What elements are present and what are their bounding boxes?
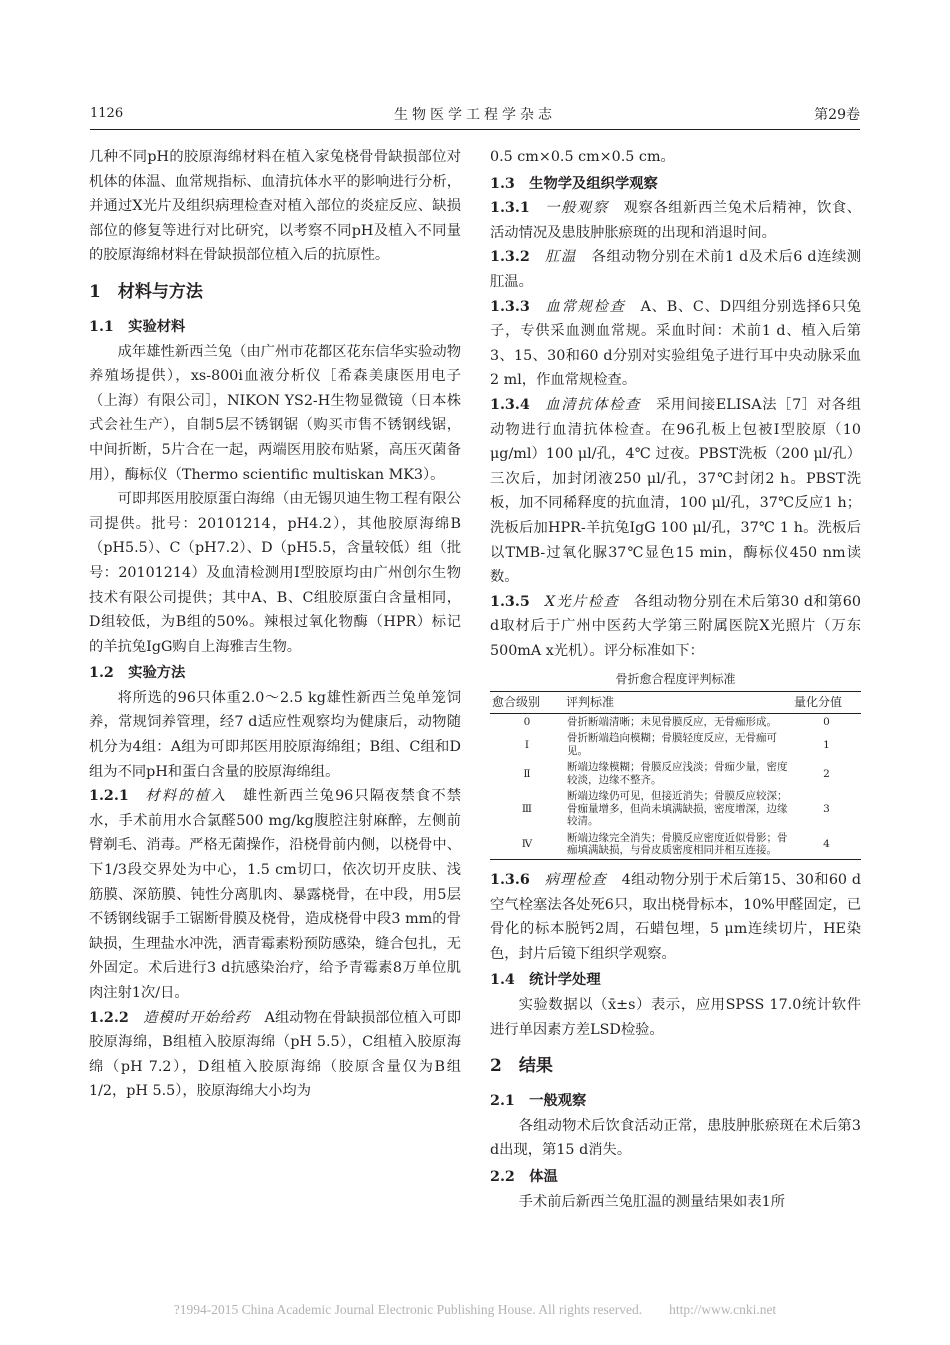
table-cell-criteria xyxy=(564,713,792,730)
heading-1-3-4-title: 血清抗体检查 xyxy=(545,396,642,413)
criteria-line: 骨痂量增多，但尚未填满缺损，密度增深，边缘 xyxy=(567,802,788,815)
paragraph-1-2-1-body: 雄性新西兰兔96只隔夜禁食不禁水，手术前用水合氯醛500 mg/kg腹腔注射麻醉，左侧前臂剃毛、消毒。严格无菌操作，沿桡骨前内侧，以桡骨中、下1/3段交界处为中心，1.5 cm切口，依次切开皮肤、浅筋膜、深筋膜、钝性分离肌肉、暴露桡骨，在中段，用5层不锈钢线锯手工锯断骨膜及桡骨，造成桡骨中段3 mm的骨缺损，生理盐水冲洗，洒青霉素粉预防感染，缝合包扎，无外固定。术后进行3 d抗感染治疗，给予青霉素8万单位肌肉注射1次/日。 xyxy=(89,788,462,1001)
table-cell-grade: Ⅰ xyxy=(524,738,530,751)
criteria-line: 见。 xyxy=(567,744,588,757)
criteria-line: 较淡，边缘不整齐。 xyxy=(567,773,662,786)
heading-1-3-5-title: X光片检查 xyxy=(544,593,620,610)
table-cell-score: 1 xyxy=(823,738,830,751)
heading-1-2-2-number: 1.2.2 xyxy=(89,1009,129,1026)
page-number: 1126 xyxy=(90,106,124,121)
heading-1-2-1-number: 1.2.1 xyxy=(89,788,129,805)
heading-1-3-1-title: 一般观察 xyxy=(545,200,609,217)
table-cell-grade: Ⅱ xyxy=(523,767,531,780)
table-cell-grade: Ⅳ xyxy=(490,830,564,860)
paragraph-1-3-4-body: 采用间接ELISA法［7］对各组动物进行血清抗体检查。在96孔板上包被Ⅰ型胶原（10 μg/ml）100 μl/孔，4℃ 过夜。PBST洗板（200 μl/孔）三次后，加封闭液250 μl/孔，37℃封闭2 h。PBST洗板，加不同稀释度的抗血清，100 μl/孔，37℃反应1 h；洗板后加HPR-羊抗兔IgG 100 μl/孔，37℃ 1 h。洗板后以TMB-过氧化脲37℃显色15 min，酶标仪450 nm读数。 xyxy=(490,396,862,586)
paragraph-1-2: 将所选的96只体重2.0～2.5 kg雄性新西兰兔单笼饲养，常规饲养管理，经7 d适应性观察均为健康后，动物随机分为4组：A组为可即邦医用胶原海绵组；B组、C组和D组为不同pH和蛋白含量的胶原海绵组。 xyxy=(89,689,461,780)
journal-title: 生物医学工程学杂志 xyxy=(394,107,556,123)
section-1-heading: 1 材料与方法 xyxy=(89,281,203,302)
paragraph-1-3-2 xyxy=(490,245,861,294)
table-row xyxy=(490,830,861,860)
right-column xyxy=(490,145,861,1214)
heading-1-1: 1.1 实验材料 xyxy=(89,318,186,335)
heading-1-3-2-number: 1.3.2 xyxy=(490,249,530,266)
paragraph-2-1: 各组动物术后饮食活动正常，患肢肿胀瘀斑在术后第3 d出现，第15 d消失。 xyxy=(490,1117,861,1159)
heading-2-1: 2.1 一般观察 xyxy=(490,1093,587,1110)
healing-criteria-table xyxy=(490,691,861,860)
paragraph-1-1-b: 可即邦医用胶原蛋白海绵（由无锡贝迪生物工程有限公司提供。批号：20101214，pH4.2），其他胶原海绵B（pH5.5）、C（pH7.2）、D（pH5.5，含量较低）组（批号：20101214）及血清检测用Ⅰ型胶原均由广州创尔生物技术有限公司提供；其中A、B、C组胶原蛋白含量相同，D组较低，为B组的50%。辣根过氧化物酶（HPR）标记的羊抗兔IgG购自上海雅吉生物。 xyxy=(89,491,461,655)
table-cell-criteria xyxy=(564,730,792,759)
table-cell-score: 3 xyxy=(823,802,830,815)
heading-1-3-5-number: 1.3.5 xyxy=(490,593,530,610)
table-cell-score: 2 xyxy=(823,767,830,780)
copyright-footer: ?1994-2015 China Academic Journal Electronic Publishing House. All rights reserved. http://www.cnki.net xyxy=(173,1302,777,1317)
heading-1-3: 1.3 生物学及组织学观察 xyxy=(490,175,658,192)
paragraph-1-3-3-body: A、B、C、D四组分别选择6只兔子，专供采血测血常规。采血时间：术前1 d、植入后第3、15、30和60 d分别对实验组兔子进行耳中央动脉采血2 ml，作血常规检查。 xyxy=(490,298,862,389)
paragraph-1-2-2 xyxy=(89,1006,461,1104)
intro-paragraph: 几种不同pH的胶原海绵材料在植入家兔桡骨骨缺损部位对机体的体温、血常规指标、血清抗体水平的影响进行分析，并通过X光片及组织病理检查对植入部位的炎症反应、缺损部位的修复等进行对比研究，以考察不同pH及植入不同量的胶原海绵材料在骨缺损部位植入后的抗原性。 xyxy=(89,149,461,264)
paragraph-1-3-5-body: 各组动物分别在术后第30 d和第60 d取材后于广州中医药大学第三附属医院X光照片（万东500mA x光机）。评分标准如下： xyxy=(490,593,861,659)
criteria-line: 断端边缘模糊；骨膜反应浅淡；骨痂少量，密度 xyxy=(567,761,788,774)
heading-2-2: 2.2 体温 xyxy=(490,1168,558,1185)
paragraph-1-3-6 xyxy=(490,868,861,966)
paragraph-1-3-3 xyxy=(490,295,861,393)
paragraph-1-2-1 xyxy=(89,784,461,1005)
table-title: 骨折愈合程度评判标准 xyxy=(615,672,736,687)
table-cell-criteria xyxy=(564,830,792,860)
criteria-line: 骨折断端清晰；未见骨膜反应，无骨痂形成。 xyxy=(567,715,777,728)
criteria-line: 断端边缘完全消失；骨膜反应密度近似骨影；骨 xyxy=(567,831,788,844)
heading-1-3-1-number: 1.3.1 xyxy=(490,200,530,217)
paragraph-2-2: 手术前后新西兰兔肛温的测量结果如表1所 xyxy=(518,1193,786,1210)
table-cell-score: 0 xyxy=(823,715,830,728)
paragraph-1-3-1-body: 观察各组新西兰兔术后精神，饮食、活动情况及患肢肿胀瘀斑的出现和消退时间。 xyxy=(490,200,862,241)
criteria-line: 较清。 xyxy=(567,815,599,828)
heading-1-4: 1.4 统计学处理 xyxy=(490,972,601,989)
table-header-criteria: 评判标准 xyxy=(564,692,792,714)
paragraph-1-2-2-body: A组动物在骨缺损部位植入可即胶原海绵，B组植入胶原海绵（pH 5.5），C组植入胶原海绵（pH 7.2），D组植入胶原海绵（胶原含量仅为B组1/2，pH 5.5），胶原海绵大小均为 xyxy=(89,1009,462,1100)
running-header xyxy=(90,104,860,126)
table-header-grade: 愈合级别 xyxy=(490,692,564,714)
heading-1-3-6-title: 病理检查 xyxy=(544,871,608,888)
heading-1-3-4-number: 1.3.4 xyxy=(490,396,530,413)
paragraph-1-3-2-body: 各组动物分别在术前1 d及术后6 d连续测肛温。 xyxy=(490,249,862,290)
table-row xyxy=(490,759,861,788)
heading-1-2-1-title: 材料的植入 xyxy=(145,788,228,805)
paragraph-1-3-1 xyxy=(490,196,861,245)
table-cell-criteria xyxy=(564,759,792,788)
heading-1-3-3-number: 1.3.3 xyxy=(490,298,530,315)
criteria-line: 断端边缘仍可见，但接近消失；骨膜反应较深； xyxy=(567,790,788,803)
table-cell-grade: 0 xyxy=(523,715,531,728)
paragraph-1-3-5 xyxy=(490,590,861,664)
heading-1-3-6-number: 1.3.6 xyxy=(490,871,530,888)
table-row xyxy=(490,713,861,730)
table-row xyxy=(490,788,861,830)
table-header-score: 量化分值 xyxy=(792,692,861,714)
volume-label: 第29卷 xyxy=(814,107,860,123)
left-column xyxy=(89,145,461,1104)
header-rule xyxy=(90,129,860,130)
paragraph-1-1-a: 成年雄性新西兰兔（由广州市花都区花东信华实验动物养殖场提供），xs-800i血液分析仪［希森美康医用电子（上海）有限公司］，NIKON YS2-H生物显微镜（日本株式会社生产），自制5层不锈钢锯（购买市售不锈钢线锯，中间折断，5片合在一起，两端医用胶布贴紧，高压灭菌备用），酶标仪（Thermo scientific multiskan MK3）。 xyxy=(89,343,461,483)
heading-1-3-3-title: 血常规检查 xyxy=(545,298,626,315)
criteria-line: 痂填满缺损，与骨皮质密度相同并相互连接。 xyxy=(567,844,777,857)
section-2-heading: 2 结果 xyxy=(490,1056,553,1077)
continued-text: 0.5 cm×0.5 cm×0.5 cm。 xyxy=(490,149,675,165)
paragraph-1-3-4 xyxy=(490,393,861,590)
heading-1-2-2-title: 造模时开始给药 xyxy=(143,1009,251,1026)
heading-1-3-2-title: 肛温 xyxy=(545,249,577,266)
heading-1-2: 1.2 实验方法 xyxy=(89,665,186,682)
table-row xyxy=(490,730,861,759)
criteria-line: 骨折断端趋向模糊；骨膜轻度反应，无骨痂可 xyxy=(567,732,777,745)
paragraph-1-4: 实验数据以（x̄±s）表示，应用SPSS 17.0统计软件进行单因素方差LSD检验。 xyxy=(490,996,861,1038)
table-cell-criteria xyxy=(564,788,792,830)
table-cell-grade: Ⅲ xyxy=(521,802,533,815)
paragraph-1-3-6-body: 4组动物分别于术后第15、30和60 d空气栓塞法各处死6只，取出桡骨标本，10%甲醛固定，已骨化的标本脱钙2周，石蜡包埋，5 μm连续切片，HE染色，封片后镜下组织学观察。 xyxy=(490,871,862,962)
table-cell-score: 4 xyxy=(792,830,861,860)
table-header-row xyxy=(490,692,861,714)
